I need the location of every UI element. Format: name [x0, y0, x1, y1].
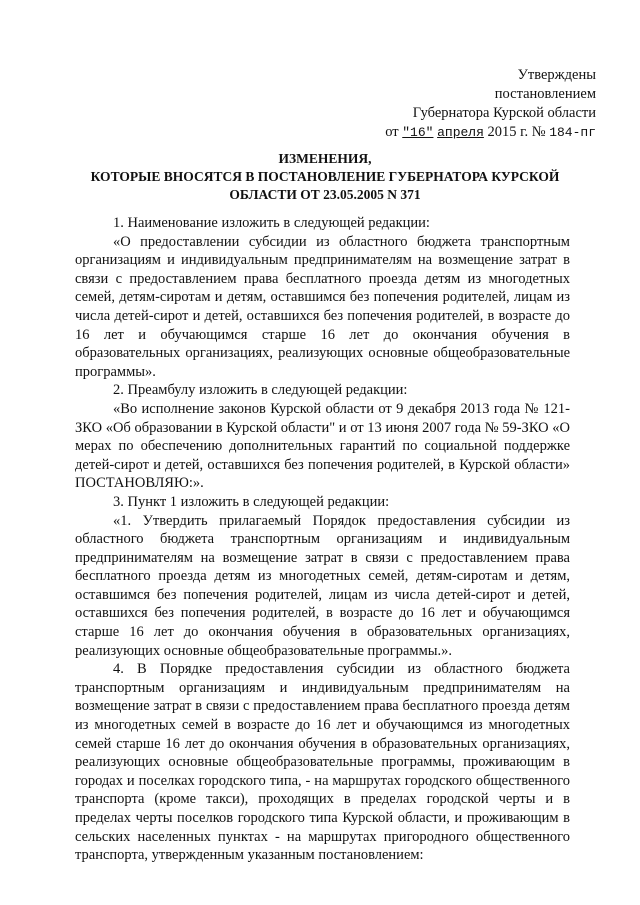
approval-line-governor: Губернатора Курской области: [412, 105, 596, 121]
title-line-1: ИЗМЕНЕНИЯ,: [278, 151, 372, 166]
paragraph-1-heading: 1. Наименование изложить в следующей редакции:: [113, 215, 430, 231]
decree-number: 184-пг: [549, 125, 596, 140]
title-line-2: КОТОРЫЕ ВНОСЯТСЯ В ПОСТАНОВЛЕНИЕ ГУБЕРНАТОРА КУРСКОЙ: [90, 169, 560, 184]
approval-line-decree: постановлением: [494, 86, 596, 102]
document-body: [75, 214, 570, 865]
date-year: 2015 г. №: [487, 124, 546, 140]
date-month: апреля: [437, 125, 484, 140]
paragraph-4-text: 4. В Порядке предоставления субсидии из областного бюджета транспортным организациям и индивидуальным предпринимателям на возмещение затрат в связи с предоставлением права бесплатного проезда детям из многодетных семей в возрасте до 16 лет и обучающимся из многодетных семей старше 16 лет до окончания обучения в образовательных организациях, реализующих основные общеобразовательные программы, проживающим в городах и поселках городского типа, - на маршрутах городского общественного транспорта (кроме такси), проходящих в пределах городской черты и в пределах черты поселков городского типа Курской области, и проживающим в сельских населенных пунктах - на маршрутах пригородного общественного транспорта, утвержденным указанным постановлением:: [75, 661, 570, 864]
paragraph-1-text: «О предоставлении субсидии из областного бюджета транспортным организациям и индивидуальным предпринимателям на возмещение затрат в связи с предоставлением права бесплатного проезда детям из многодетных семей, детям-сиротам и детям, оставшимся без попечения родителей, лицам из числа детей-сирот и детей, оставшихся без попечения родителей, в возрасте до 16 лет и обучающимся старше 16 лет до окончания обучения в образовательных организациях, реализующих основные общеобразовательные программы».: [75, 233, 570, 380]
paragraph-2-heading: 2. Преамбулу изложить в следующей редакции:: [113, 382, 408, 399]
paragraph-2-text: «Во исполнение законов Курской области от 9 декабря 2013 года № 121-ЗКО «Об образовании в Курской области" и от 13 июня 2007 года № 59-ЗКО «О мерах по обеспечению дополнительных гарантий по социальной поддержке детей-сирот и детей, оставшихся без попечения родителей, в Курской области» ПОСТАНОВЛЯЮ:».: [75, 400, 570, 492]
date-prefix: от: [385, 124, 399, 140]
approval-line-approved: Утверждены: [517, 67, 596, 83]
document-title: [75, 150, 575, 204]
paragraph-3-heading: 3. Пункт 1 изложить в следующей редакции:: [113, 493, 390, 510]
title-line-3: ОБЛАСТИ ОТ 23.05.2005 N 371: [229, 187, 421, 202]
date-day: "16": [402, 125, 434, 140]
approval-date-line: [296, 123, 596, 142]
approval-block: [296, 66, 596, 142]
paragraph-3-text: «1. Утвердить прилагаемый Порядок предоставления субсидии из областного бюджета транспортным организациям и индивидуальным предпринимателям на возмещение затрат в связи с предоставлением права бесплатного проезда детям из многодетных семей, детям-сиротам и детям, оставшимся без попечения родителей, лицам из числа детей-сирот и детей, оставшихся без попечения родителей, в возрасте до 16 лет и обучающимся старше 16 лет до окончания обучения в образовательных организациях, реализующих основные общеобразовательные программы.».: [75, 512, 570, 659]
